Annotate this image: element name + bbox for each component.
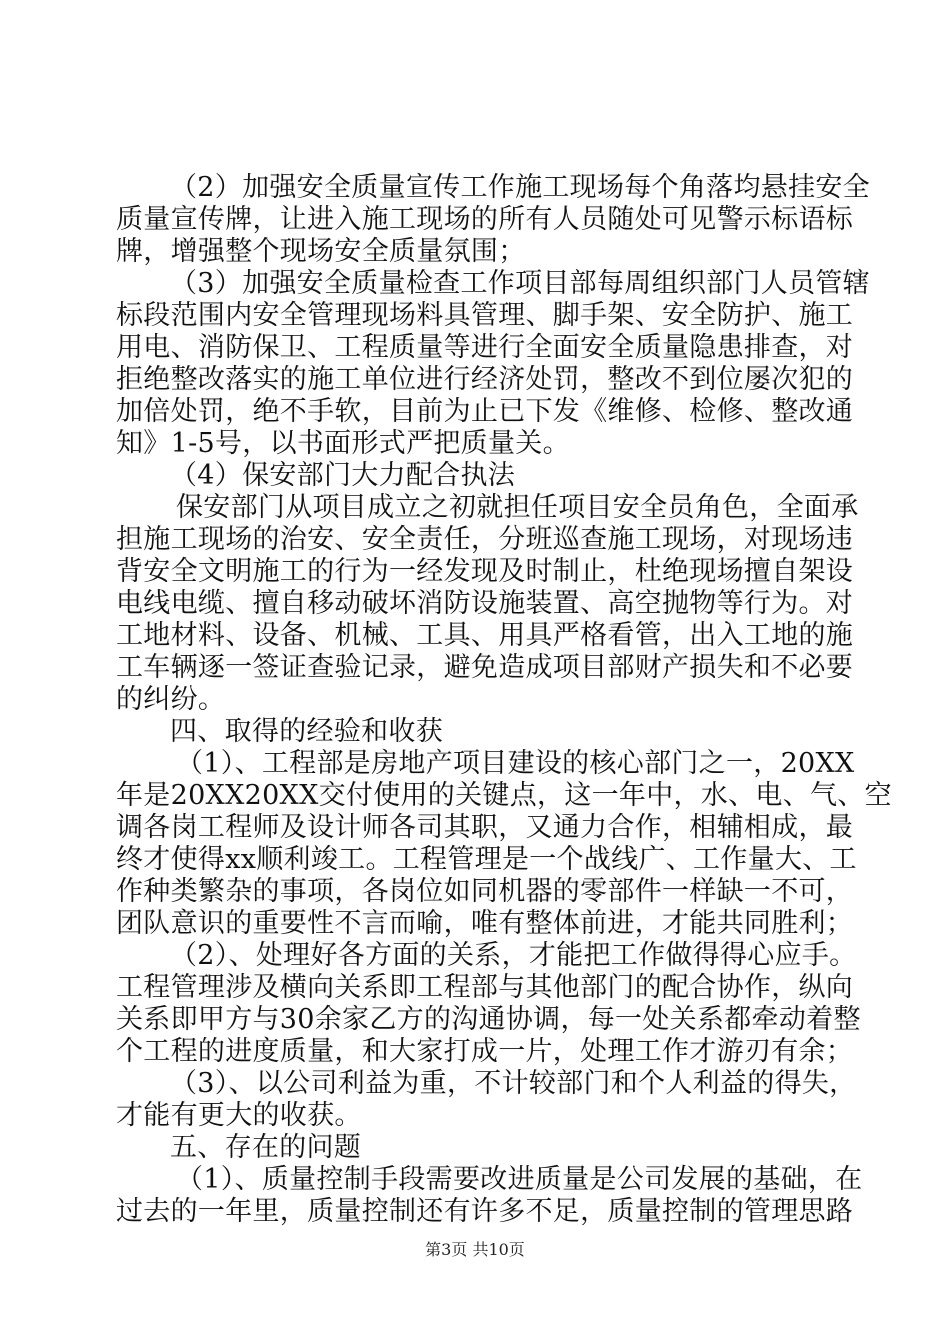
text-line: 年是20XX20XX交付使用的关键点，这一年中，水、电、气、空 (116, 780, 892, 811)
text-line: 的纠纷。 (116, 684, 226, 715)
text-line: （2）加强安全质量宣传工作施工现场每个角落均悬挂安全 (170, 172, 870, 203)
document-body (116, 172, 892, 1228)
text-line: （1）、质量控制手段需要改进质量是公司发展的基础，在 (176, 1164, 863, 1195)
text-line: 用电、消防保卫、工程质量等进行全面安全质量隐患排查，对 (116, 332, 854, 363)
text-line: 过去的一年里，质量控制还有许多不足，质量控制的管理思路 (116, 1196, 854, 1227)
text-line: 质量宣传牌，让进入施工现场的所有人员随处可见警示标语标 (116, 204, 854, 235)
text-line: 才能有更大的收获。 (116, 1100, 362, 1131)
text-line: 保安部门从项目成立之初就担任项目安全员角色，全面承 (176, 492, 859, 523)
text-line: （1）、工程部是房地产项目建设的核心部门之一，20XX (176, 748, 855, 779)
text-line: （3）、以公司利益为重，不计较部门和个人利益的得失， (170, 1068, 857, 1099)
text-line: 团队意识的重要性不言而喻，唯有整体前进，才能共同胜利； (116, 908, 854, 939)
text-line: 电线电缆、擅自移动破坏消防设施装置、高空抛物等行为。对 (116, 588, 854, 619)
text-line: 标段范围内安全管理现场料具管理、脚手架、安全防护、施工 (116, 300, 854, 331)
text-line: 拒绝整改落实的施工单位进行经济处罚，整改不到位屡次犯的 (116, 364, 854, 395)
text-line: 牌，增强整个现场安全质量氛围； (116, 236, 526, 267)
text-line: 个工程的进度质量，和大家打成一片，处理工作才游刃有余； (116, 1036, 854, 1067)
text-line: 加倍处罚，绝不手软，目前为止已下发《维修、检修、整改通 (116, 396, 854, 427)
section-heading: 四、取得的经验和收获 (170, 716, 443, 747)
text-line: 担施工现场的治安、安全责任，分班巡查施工现场，对现场违 (116, 524, 854, 555)
text-line: 知》1-5号，以书面形式严把质量关。 (116, 428, 570, 459)
text-line: （3）加强安全质量检查工作项目部每周组织部门人员管辖 (170, 268, 870, 299)
text-line: 作种类繁杂的事项，各岗位如同机器的零部件一样缺一不可， (116, 876, 854, 907)
text-line: 工程管理涉及横向关系即工程部与其他部门的配合协作，纵向 (116, 972, 854, 1003)
text-line: 终才使得xx顺利竣工。工程管理是一个战线广、工作量大、工 (116, 844, 857, 875)
page-footer: 第3页 共10页 (425, 1240, 525, 1259)
section-heading: （4）保安部门大力配合执法 (170, 460, 516, 491)
text-line: 背安全文明施工的行为一经发现及时制止，杜绝现场擅自架设 (116, 556, 854, 587)
text-line: 调各岗工程师及设计师各司其职，又通力合作，相辅相成，最 (116, 812, 854, 843)
text-line: 工车辆逐一签证查验记录，避免造成项目部财产损失和不必要 (116, 652, 854, 683)
text-line: （2）、处理好各方面的关系，才能把工作做得得心应手。 (170, 940, 857, 971)
section-heading: 五、存在的问题 (170, 1132, 362, 1163)
text-line: 工地材料、设备、机械、工具、用具严格看管，出入工地的施 (116, 620, 854, 651)
text-line: 关系即甲方与30余家乙方的沟通协调，每一处关系都牵动着整 (116, 1004, 861, 1035)
